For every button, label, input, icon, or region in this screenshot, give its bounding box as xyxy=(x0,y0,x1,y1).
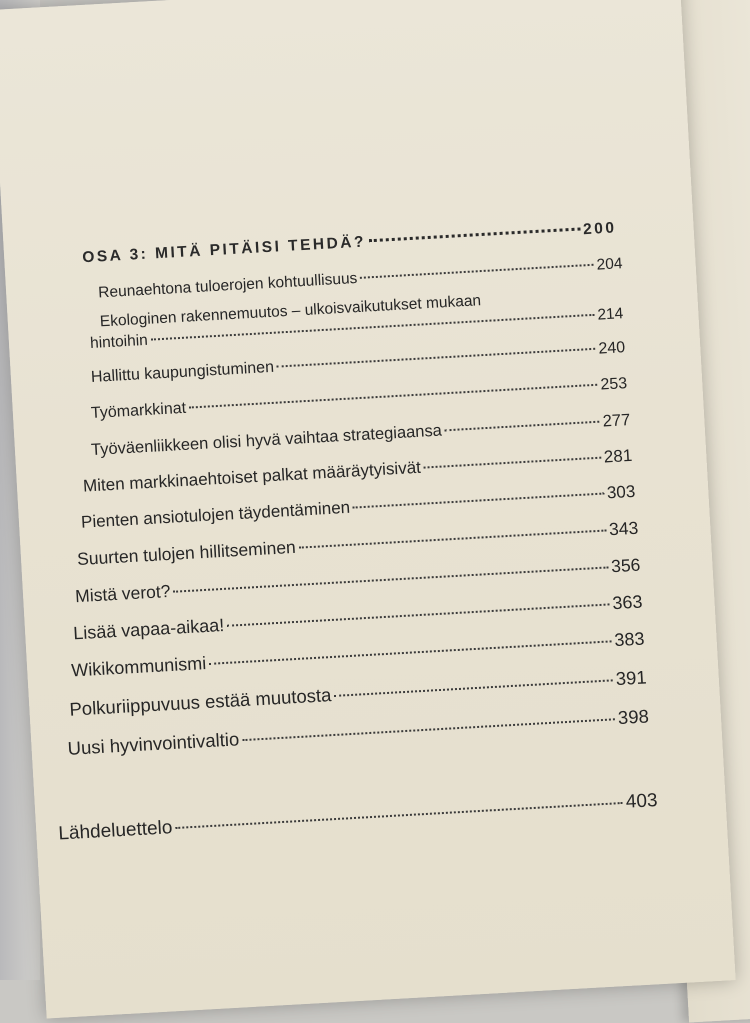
toc-leader xyxy=(242,718,615,741)
toc-entry-page: 303 xyxy=(606,481,636,503)
toc-entry-title: Hallittu kaupungistuminen xyxy=(90,358,275,386)
toc-entry-page: 277 xyxy=(602,410,631,431)
toc-leader xyxy=(424,457,601,469)
toc-leader xyxy=(173,566,608,592)
toc-leader xyxy=(334,679,613,697)
toc-leader xyxy=(299,529,607,548)
toc-bibliography xyxy=(58,790,658,845)
toc-entry-page: 214 xyxy=(596,305,624,324)
toc-leader xyxy=(277,348,596,368)
toc-entry-page: 363 xyxy=(611,591,643,614)
toc-entry-title: Reunaehtona tuloerojen kohtuullisuus xyxy=(97,269,358,302)
toc-leader xyxy=(445,421,600,432)
toc-bibliography-page: 403 xyxy=(625,790,659,813)
toc-entry-title: Lisää vapaa-aikaa! xyxy=(72,614,225,644)
toc-leader xyxy=(360,264,593,279)
toc-entry-title: Wikikommunismi xyxy=(70,653,207,681)
toc-leader xyxy=(175,802,623,829)
toc-leader xyxy=(189,384,598,409)
toc-entry-page: 398 xyxy=(617,705,650,729)
toc-entry-title: Työväenliikkeen olisi hyvä vaihtaa strategiaansa xyxy=(90,421,443,460)
toc-entry-page: 204 xyxy=(596,255,623,274)
toc-entry-title: Suurten tulojen hillitseminen xyxy=(76,536,297,570)
toc-leader xyxy=(209,640,611,664)
toc-leader xyxy=(227,603,609,626)
toc-section-page: 200 xyxy=(582,219,617,239)
toc-entry-page: 343 xyxy=(608,517,639,540)
toc-bibliography-title: Lähdeluettelo xyxy=(57,817,173,845)
toc-leader xyxy=(369,227,580,242)
toc-entry-page: 281 xyxy=(603,445,633,467)
toc-entry-title: Pienten ansiotulojen täydentäminen xyxy=(80,497,351,532)
toc-entry-page: 240 xyxy=(598,339,626,358)
toc-entry-page: 253 xyxy=(600,375,628,394)
toc-entry-title-line2: hintoihin xyxy=(89,331,149,352)
toc-entry-page: 356 xyxy=(610,554,641,577)
toc-entry-title: Työmarkkinat xyxy=(90,399,187,423)
toc-section-title: OSA 3: MITÄ PITÄISI TEHDÄ? xyxy=(81,233,367,267)
toc-entry-page: 391 xyxy=(615,666,648,690)
toc-entry-page: 383 xyxy=(613,628,646,651)
toc-entry-title: Uusi hyvinvointivaltio xyxy=(67,728,240,759)
toc-entry xyxy=(98,255,623,302)
toc-leader xyxy=(353,493,604,509)
toc-entry-title: Mistä verot? xyxy=(74,580,171,607)
toc-entry-title: Polkuriippuvuus estää muutosta xyxy=(68,684,332,720)
toc-entry-title: Miten markkinaehtoiset palkat määräytyisivät xyxy=(82,457,422,496)
toc-entry-title-line1: Ekologinen rakennemuutos – ulkoisvaikutukset mukaan xyxy=(99,292,482,331)
